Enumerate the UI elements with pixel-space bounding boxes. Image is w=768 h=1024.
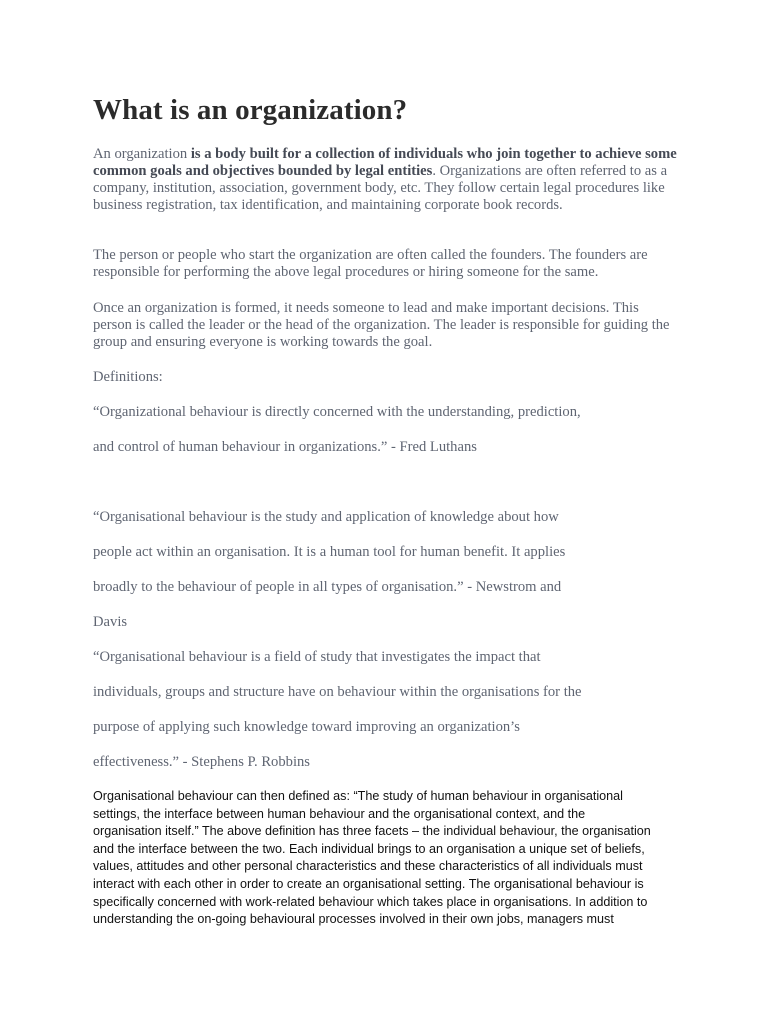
closing-line: specifically concerned with work-related behaviour which takes place in organisations. In addition to — [93, 894, 648, 909]
definition-line: individuals, groups and structure have on behaviour within the organisations for the — [93, 684, 582, 700]
definition-line: Davis — [93, 614, 128, 630]
founders-paragraph: The person or people who start the organization are often called the founders. The founders are responsible for performing the above legal procedures or hiring someone for the same. — [93, 247, 648, 280]
page-title: What is an organization? — [93, 94, 408, 126]
definition-line: effectiveness.” - Stephens P. Robbins — [93, 754, 310, 770]
definition-line: “Organisational behaviour is a field of study that investigates the impact that — [93, 649, 541, 665]
definition-line: and control of human behaviour in organizations.” - Fred Luthans — [93, 439, 477, 455]
closing-paragraph — [93, 788, 683, 929]
intro-lead: An organization — [93, 146, 191, 162]
definition-line: “Organizational behaviour is directly concerned with the understanding, prediction, — [93, 404, 581, 420]
leader-paragraph: Once an organization is formed, it needs someone to lead and make important decisions. This person is called the leader or the head of the organization. The leader is responsible for guiding the group and ensuring everyone is working towards the goal. — [93, 300, 670, 350]
intro-bold-definition: is a body built for a collection of individuals who join together to achieve some common goals and objectives bounded by legal entities — [93, 146, 677, 179]
closing-line: values, attitudes and other personal characteristics and these characteristics of all individuals must — [93, 859, 643, 874]
closing-line: understanding the on-going behavioural processes involved in their own jobs, managers must — [93, 912, 614, 927]
closing-line: and the interface between the two. Each individual brings to an organisation a unique set of beliefs, — [93, 841, 645, 856]
definition-line: people act within an organisation. It is a human tool for human benefit. It applies — [93, 544, 566, 560]
definition-line: purpose of applying such knowledge toward improving an organization’s — [93, 719, 520, 735]
definition-line: “Organisational behaviour is the study and application of knowledge about how — [93, 509, 559, 525]
intro-paragraph — [93, 146, 677, 214]
definition-line: broadly to the behaviour of people in all types of organisation.” - Newstrom and — [93, 579, 562, 595]
closing-line: interact with each other in order to create an organisational setting. The organisational behaviour is — [93, 876, 644, 891]
closing-line: Organisational behaviour can then defined as: “The study of human behaviour in organisational — [93, 789, 623, 803]
closing-line: organisation itself.” The above definition has three facets – the individual behaviour, the organisation — [93, 824, 651, 839]
closing-line: settings, the interface between human behaviour and the organisational context, and the — [93, 806, 586, 821]
definitions-heading: Definitions: — [93, 369, 163, 385]
intro-rest: . Organizations are often referred to as a company, institution, association, government body, etc. They follow certain legal procedures like business registration, tax identification, and maintaining corporate book records. — [93, 163, 668, 213]
